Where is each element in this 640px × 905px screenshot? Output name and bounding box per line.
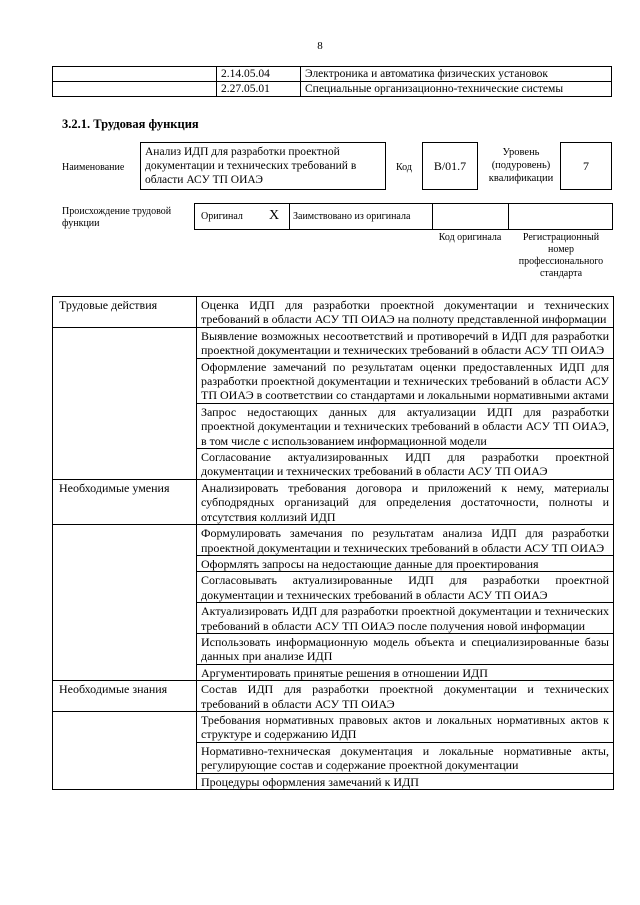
section-title: 3.2.1. Трудовая функция [62,117,199,131]
table-row [53,403,614,448]
table-row [53,681,614,712]
list-item: Запрос недостающих данных для актуализации ИДП для разработки проектной документации и технических требований в области АСУ ТП ОИАЭ, в том числе с использованием информационной модели [197,403,614,448]
section-header: Трудовые действия [53,297,197,328]
page-number: 8 [317,40,323,52]
list-item: Использовать информационную модель объекта и специализированные базы данных при анализе ИДП [197,633,614,664]
original-code-cell [432,203,509,230]
list-item: Согласование актуализированных ИДП для разработки проектной документации и технических требований в области АСУ ТП ОИАЭ [197,449,614,480]
original-mark: X [269,208,280,223]
table-row [53,742,614,773]
code-label: Код [396,162,412,173]
level-label: Уровень (подуровень) квалификации [488,147,554,184]
list-item: Актуализировать ИДП для разработки проектной документации и технических требований в области АСУ ТП ОИАЭ после получения новой информации [197,603,614,634]
table-row [53,297,614,328]
table-row [53,555,614,571]
function-table [52,296,614,790]
section-header: Необходимые знания [53,681,197,712]
reg-caption: Регистрационный номер профессионального стандарта [518,232,604,279]
code-name-cell: Специальные организационно-технические системы [301,82,612,97]
table-row [53,664,614,680]
name-label: Наименование [62,162,125,173]
table-row [53,327,614,358]
original-label: Оригинал [201,211,243,222]
list-item: Процедуры оформления замечаний к ИДП [197,773,614,789]
code-name-cell: Электроника и автоматика физических установок [301,67,612,82]
list-item: Оценка ИДП для разработки проектной документации и технических требований в области АСУ ТП ОИАЭ на полноту представленной информации [197,297,614,328]
reg-number-cell [508,203,613,230]
code-cell: 2.14.05.04 [217,67,301,82]
table-row [53,479,614,524]
borrowed-cell [289,203,433,230]
borrowed-label: Заимствовано из оригинала [293,211,411,222]
function-code-box: B/01.7 [422,142,478,190]
code-row [53,82,612,97]
table-row [53,603,614,634]
table-row [53,449,614,480]
origin-label: Происхождение трудовой функции [62,206,172,229]
table-row [53,773,614,789]
code-caption: Код оригинала [438,232,502,243]
level-box: 7 [560,142,612,190]
list-item: Требования нормативных правовых актов и локальных нормативных актов к структуре и содержанию ИДП [197,711,614,742]
original-cell [194,203,290,230]
section-header: Необходимые умения [53,479,197,524]
table-row [53,525,614,556]
codes-table [52,66,612,97]
code-row [53,67,612,82]
list-item: Оформление замечаний по результатам оценки предоставленных ИДП для разработки проектной документации и технических требований в области АСУ ТП ОИАЭ в соответствии со стандартами и локальными нормативными актами [197,358,614,403]
list-item: Анализировать требования договора и приложений к нему, материалы субподрядных организаций для определения достаточности, полноты и отсутствия коллизий ИДП [197,479,614,524]
list-item: Согласовывать актуализированные ИДП для разработки проектной документации и технических требований в области АСУ ТП ОИАЭ [197,572,614,603]
table-row [53,572,614,603]
list-item: Нормативно-техническая документация и локальные нормативные акты, регулирующие состав и содержание проектной документации [197,742,614,773]
table-row [53,633,614,664]
function-name-box: Анализ ИДП для разработки проектной документации и технических требований в области АСУ ТП ОИАЭ [140,142,386,190]
list-item: Оформлять запросы на недостающие данные для проектирования [197,555,614,571]
table-row [53,358,614,403]
list-item: Выявление возможных несоответствий и противоречий в ИДП для разработки проектной документации и технических требований в области АСУ ТП ОИАЭ [197,327,614,358]
list-item: Состав ИДП для разработки проектной документации и технических требований в области АСУ ТП ОИАЭ [197,681,614,712]
table-row [53,711,614,742]
list-item: Аргументировать принятые решения в отношении ИДП [197,664,614,680]
code-cell: 2.27.05.01 [217,82,301,97]
list-item: Формулировать замечания по результатам анализа ИДП для разработки проектной документации и технических требований в области АСУ ТП ОИАЭ [197,525,614,556]
